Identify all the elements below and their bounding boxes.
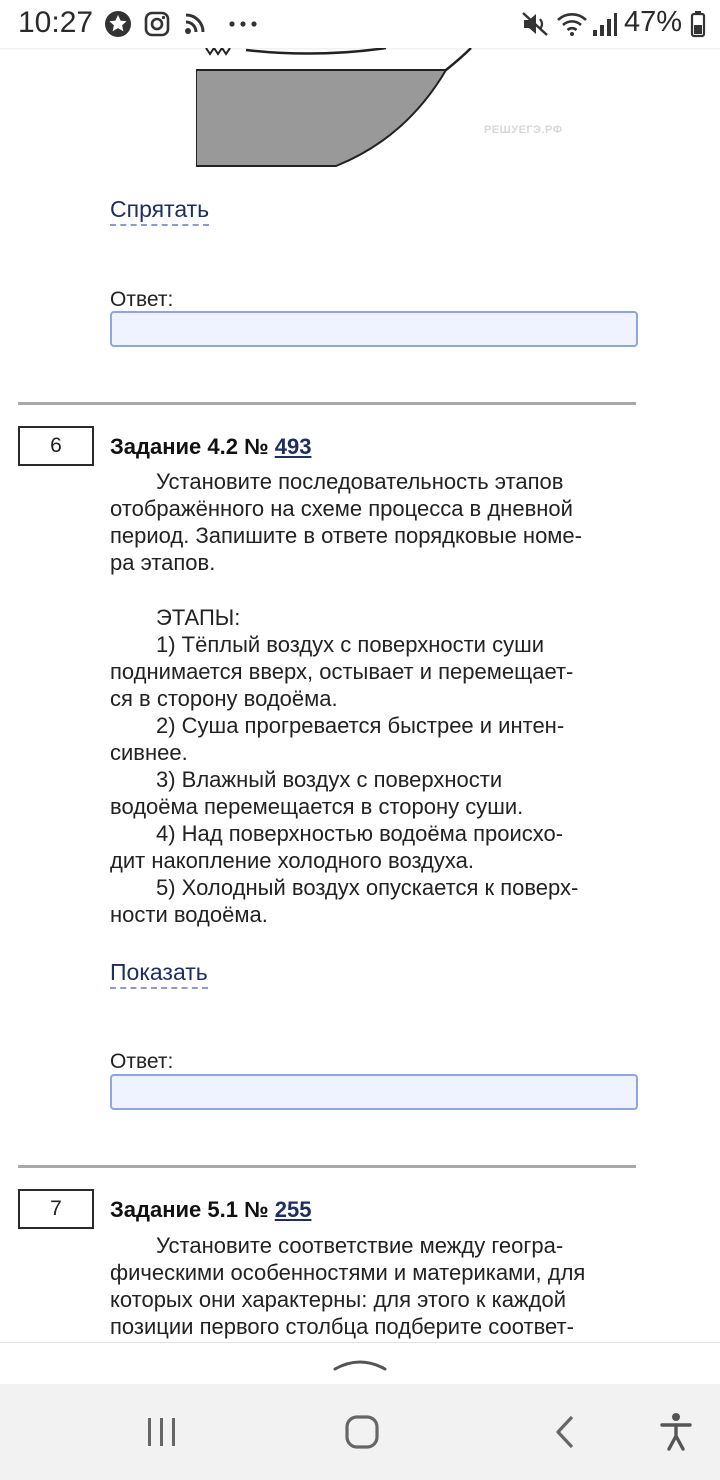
battery-icon — [690, 10, 706, 43]
wifi-icon — [556, 10, 588, 43]
stage-line: 1) Тёплый воздух с поверхности суши — [156, 632, 545, 657]
text-line: отображённого на схеме процесса в дневной — [110, 496, 573, 521]
answer-label: Ответ: — [110, 288, 174, 311]
text-line: фическими особенностями и материками, для — [110, 1260, 586, 1285]
task-divider — [18, 402, 636, 405]
text-line: Установите последовательность этапов — [156, 469, 564, 494]
task-title-prefix: Задание 4.2 № — [110, 434, 269, 459]
text-line: которых они характерны: для этого к каждой — [110, 1287, 567, 1312]
stage-line: 4) Над поверхностью водоёма происхо- — [156, 821, 564, 846]
stages-heading: ЭТАПЫ: — [156, 605, 241, 630]
status-time: 10:27 — [18, 6, 94, 39]
status-bar — [0, 0, 720, 48]
stage-line: дит накопление холодного воздуха. — [110, 848, 474, 873]
accessibility-icon — [652, 1408, 700, 1456]
task-number-box: 6 — [18, 426, 94, 466]
stage-line: сивнее. — [110, 740, 188, 765]
text-line: период. Запишите в ответе порядковые номе- — [110, 523, 582, 548]
chevron-up-icon — [332, 1353, 388, 1373]
task-id-link[interactable]: 493 — [274, 434, 312, 459]
task-title-prefix: Задание 5.1 № — [110, 1197, 269, 1222]
answer-input-task5[interactable] — [110, 311, 638, 347]
back-button[interactable] — [542, 1408, 590, 1456]
task5-diagram — [196, 48, 616, 170]
star-circle-icon — [104, 10, 132, 43]
task6-intro — [110, 468, 636, 576]
rss-icon — [182, 10, 208, 43]
figure-watermark: РЕШУЕГЭ.РФ — [484, 124, 563, 136]
instagram-icon — [143, 10, 171, 43]
back-icon — [542, 1408, 590, 1456]
task-divider — [18, 1165, 636, 1168]
page-content — [0, 48, 720, 1342]
scroll-up-handle[interactable] — [0, 1342, 720, 1385]
stage-line: 2) Суша прогревается быстрее и интен- — [156, 713, 565, 738]
accessibility-button[interactable] — [652, 1408, 700, 1456]
answer-label: Ответ: — [110, 1050, 174, 1073]
answer-input-task6[interactable] — [110, 1074, 638, 1110]
battery-percent: 47% — [623, 6, 682, 38]
text-line: позиции первого столбца подберите соответ- — [110, 1314, 574, 1339]
task6-stages — [110, 604, 636, 928]
recent-apps-button[interactable] — [138, 1408, 186, 1456]
stage-line: водоёма перемещается в сторону суши. — [110, 794, 524, 819]
home-button[interactable] — [338, 1408, 386, 1456]
stage-line: ности водоёма. — [110, 902, 268, 927]
stage-line: 5) Холодный воздух опускается к поверх- — [156, 875, 579, 900]
task-number-box: 7 — [18, 1189, 94, 1229]
system-nav-bar — [0, 1384, 720, 1480]
text-line: ра этапов. — [110, 550, 216, 575]
task-id-link[interactable]: 255 — [274, 1197, 312, 1222]
mute-icon — [520, 10, 550, 43]
stage-line: поднимается вверх, остывает и перемещает- — [110, 659, 574, 684]
task-title — [110, 1197, 311, 1223]
recent-apps-icon — [138, 1408, 186, 1456]
stage-line: 3) Влажный воздух с поверхности — [156, 767, 503, 792]
hide-solution-link[interactable]: Спрятать — [110, 196, 209, 226]
signal-icon — [592, 10, 618, 43]
show-solution-link[interactable]: Показать — [110, 959, 208, 989]
task7-intro — [110, 1232, 636, 1340]
more-dots-icon — [228, 10, 258, 43]
stage-line: ся в сторону водоёма. — [110, 686, 338, 711]
text-line: Установите соответствие между геогра- — [156, 1233, 564, 1258]
home-icon — [338, 1408, 386, 1456]
task-title — [110, 434, 311, 460]
